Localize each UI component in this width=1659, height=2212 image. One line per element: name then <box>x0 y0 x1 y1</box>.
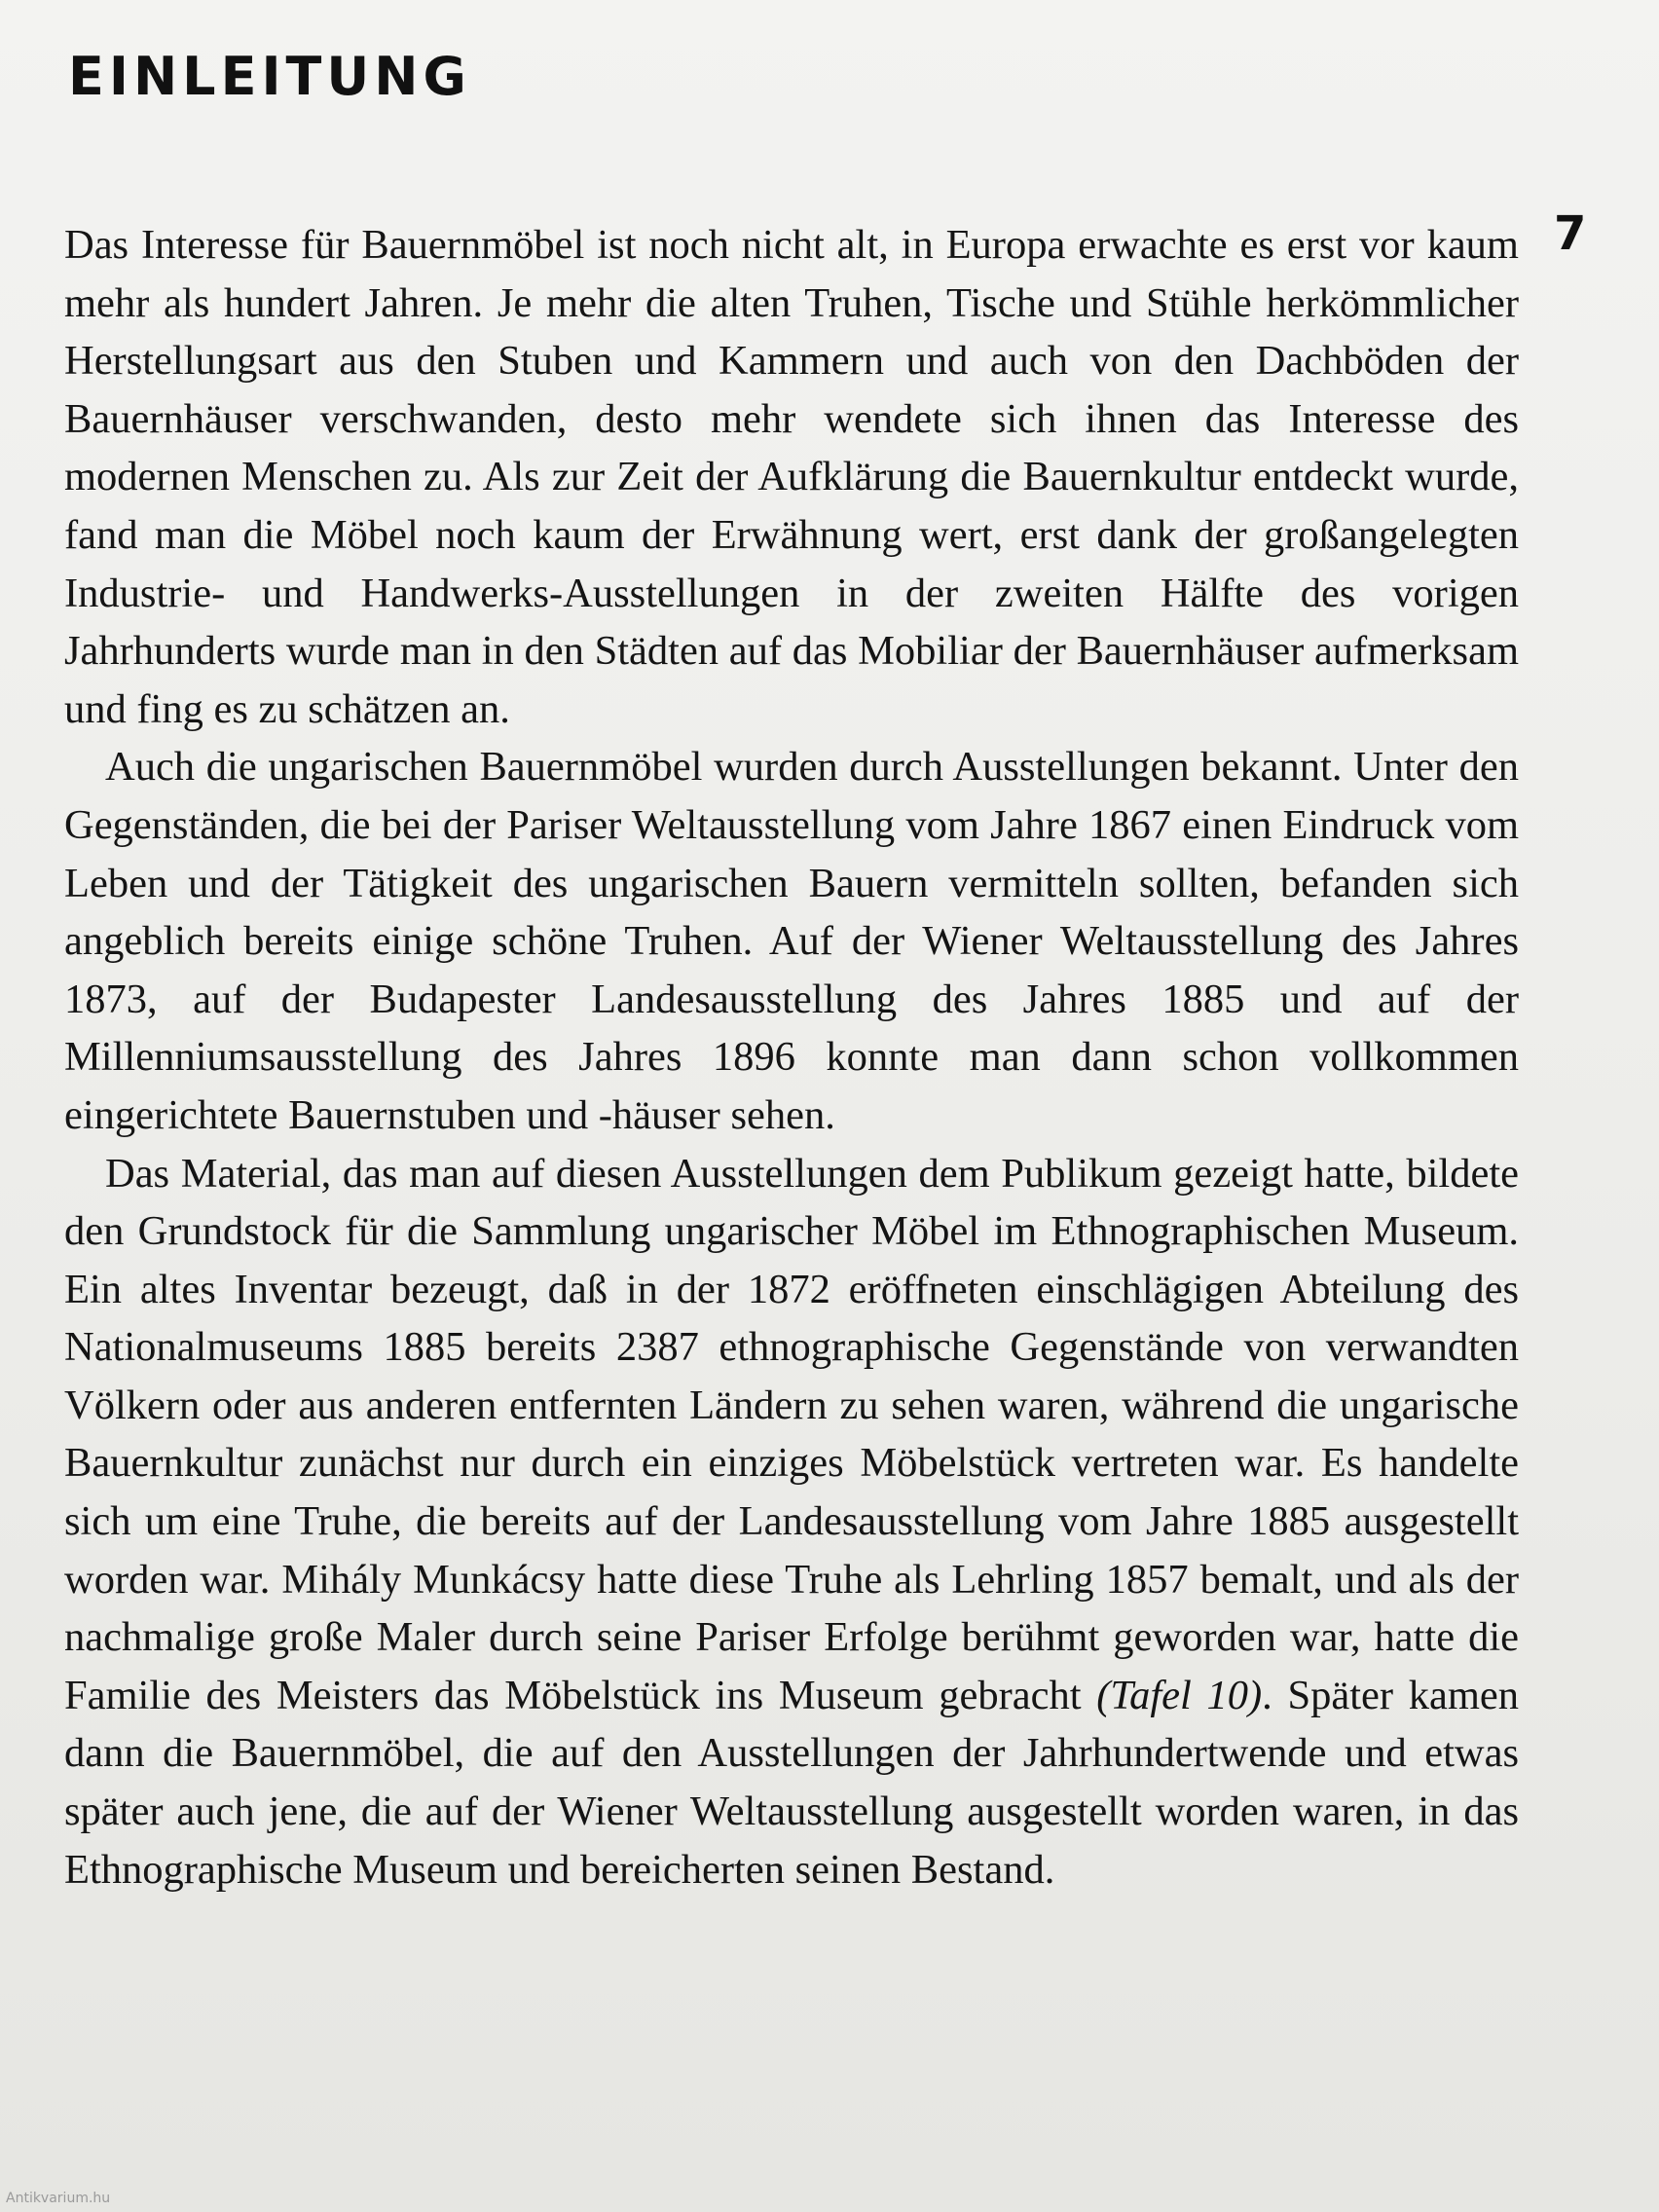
paragraph-1: Das Interesse für Bauernmöbel ist noch nicht alt, in Europa erwachte es erst vor kaum mehr als hundert Jahren. Je mehr die alten Truhen, Tische und Stühle herkömmlicher Herstellungsart aus den Stuben und Kammern und auch von den Dachböden der Bauernhäuser verschwanden, desto mehr wendete sich ihnen das Interesse des modernen Menschen zu. Als zur Zeit der Aufklärung die Bauernkultur entdeckt wurde, fand man die Möbel noch kaum der Erwähnung wert, erst dank der großangelegten Industrie- und Handwerks-Ausstellungen in der zweiten Hälfte des vorigen Jahrhunderts wurde man in den Städten auf das Mobiliar der Bauernhäuser aufmerksam und fing es zu schätzen an. <box>64 222 1519 732</box>
page-number: 7 <box>1554 206 1587 261</box>
watermark: Antikvarium.hu <box>6 2191 111 2206</box>
paragraph-3-text-before: Das Material, das man auf diesen Ausstellungen dem Publikum gezeigt hatte, bildete den Grundstock für die Sammlung ungarischer Möbel im Ethnographischen Museum. Ein altes Inventar bezeugt, daß in der 1872 eröffneten einschlägigen Abteilung des Nationalmuseums 1885 bereits 2387 ethnographische Gegenstände von verwandten Völkern oder aus anderen entfernten Ländern zu sehen waren, während die ungarische Bauernkultur zunächst nur durch ein einziges Möbelstück vertreten war. Es handelte sich um eine Truhe, die bereits auf der Landesausstellung vom Jahre 1885 ausgestellt worden war. Mihály Munkácsy hatte diese Truhe als Lehrling 1857 bemalt, und als der nachmalige große Maler durch seine Pariser Erfolge berühmt geworden war, hatte die Familie des Meisters das Möbelstück ins Museum gebracht <box>64 1150 1519 1718</box>
chapter-heading: EINLEITUNG <box>68 46 471 107</box>
paragraph-3 <box>64 1145 1519 1899</box>
body-text <box>64 216 1519 1899</box>
plate-reference: (Tafel 10) <box>1096 1672 1263 1718</box>
paragraph-3-text-after: . Später kamen dann die Bauernmöbel, die auf den Ausstellungen der Jahrhundertwende und etwas später auch jene, die auf der Wiener Weltausstellung ausgestellt worden waren, in das Ethnographische Museum und bereicherten seinen Bestand. <box>64 1672 1519 1893</box>
paragraph-2: Auch die ungarischen Bauernmöbel wurden durch Ausstellungen bekannt. Unter den Gegenständen, die bei der Pariser Weltausstellung vom Jahre 1867 einen Eindruck vom Leben und der Tätigkeit des ungarischen Bauern vermitteln sollten, befanden sich angeblich bereits einige schöne Truhen. Auf der Wiener Weltausstellung des Jahres 1873, auf der Budapester Landesausstellung des Jahres 1885 und auf der Millenniumsausstellung des Jahres 1896 konnte man dann schon vollkommen eingerichtete Bauernstuben und -häuser sehen. <box>64 744 1519 1138</box>
